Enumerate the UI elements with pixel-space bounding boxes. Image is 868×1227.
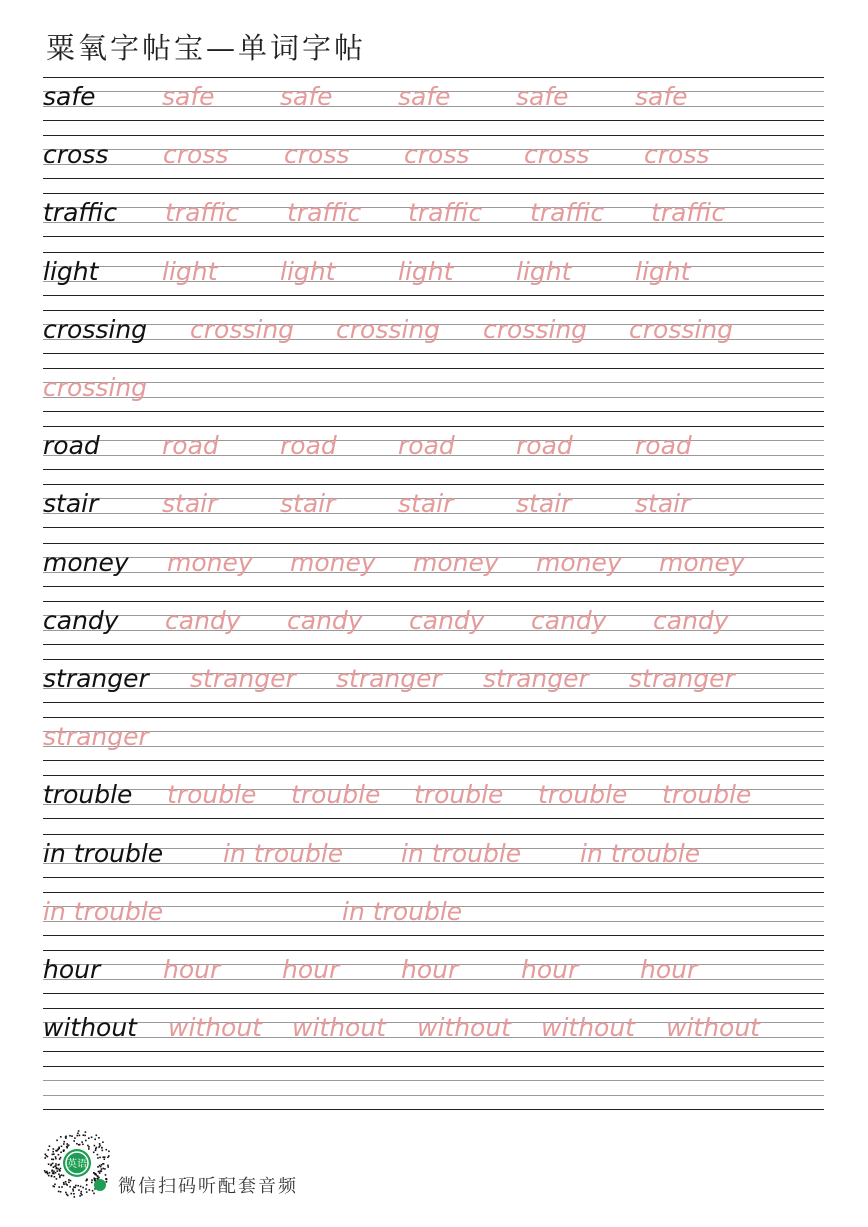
model-word: without — [43, 1013, 137, 1043]
practice-row — [43, 252, 824, 296]
ruling-line — [43, 353, 824, 354]
trace-word: candy — [165, 605, 241, 635]
footer-caption: 微信扫码听配套音频 — [118, 1176, 298, 1197]
ruling-line — [43, 818, 824, 819]
ruling-line — [43, 644, 824, 645]
practice-row — [43, 659, 824, 703]
trace-word: crossing — [336, 314, 441, 344]
ruling-line — [43, 135, 824, 136]
trace-word: in trouble — [342, 896, 463, 926]
trace-word: candy — [653, 605, 729, 635]
trace-word: road — [280, 431, 337, 461]
trace-word: stair — [280, 489, 336, 519]
ruling-line — [43, 586, 824, 587]
trace-word: road — [516, 431, 573, 461]
trace-word: cross — [284, 140, 350, 170]
practice-row — [43, 834, 824, 878]
ruling-line — [43, 295, 824, 296]
trace-word: traffic — [408, 198, 483, 228]
ruling-line — [43, 702, 824, 703]
trace-word: crossing — [629, 314, 734, 344]
practice-row — [43, 1066, 824, 1110]
trace-word: candy — [287, 605, 363, 635]
ruling-line — [43, 543, 824, 544]
trace-word: in trouble — [43, 896, 164, 926]
ruling-line — [43, 310, 824, 311]
trace-word: safe — [280, 82, 333, 111]
trace-word: money — [290, 547, 376, 577]
trace-word: stair — [398, 489, 454, 519]
model-word: stair — [43, 489, 99, 519]
practice-row — [43, 368, 824, 412]
trace-word: without — [541, 1013, 635, 1043]
trace-word: cross — [644, 140, 710, 170]
trace-word: stair — [516, 489, 572, 519]
practice-row — [43, 892, 824, 936]
practice-row — [43, 543, 824, 587]
ruling-line — [43, 834, 824, 835]
trace-word: crossing — [483, 314, 588, 344]
ruling-line — [43, 775, 824, 776]
trace-word: without — [666, 1013, 760, 1043]
trace-word: traffic — [287, 198, 362, 228]
ruling-line — [43, 411, 824, 412]
model-word: hour — [43, 955, 101, 984]
trace-word: traffic — [651, 198, 726, 228]
ruling-line — [43, 368, 824, 369]
ruling-line — [43, 950, 824, 951]
trace-word: cross — [524, 140, 590, 170]
ruling-line — [43, 178, 824, 179]
trace-word: safe — [162, 82, 215, 111]
practice-row — [43, 1008, 824, 1052]
model-word: light — [43, 256, 99, 286]
practice-row — [43, 77, 824, 121]
trace-word: hour — [401, 955, 459, 984]
ruling-line — [43, 527, 824, 528]
trace-word: safe — [398, 82, 451, 111]
ruling-line — [43, 382, 824, 383]
trace-word: hour — [521, 955, 579, 984]
practice-row — [43, 775, 824, 819]
trace-word: money — [659, 547, 745, 577]
trace-word: candy — [409, 605, 485, 635]
trace-word: light — [635, 256, 691, 286]
qr-code[interactable] — [42, 1128, 112, 1198]
ruling-line — [43, 892, 824, 893]
model-word: cross — [43, 140, 109, 170]
ruling-line — [43, 993, 824, 994]
trace-word: road — [162, 431, 219, 461]
practice-row — [43, 193, 824, 237]
ruling-line — [43, 1080, 824, 1081]
trace-word: money — [413, 547, 499, 577]
ruling-line — [43, 120, 824, 121]
trace-word: safe — [516, 82, 569, 111]
trace-word: stair — [635, 489, 691, 519]
ruling-line — [43, 469, 824, 470]
trace-word: in trouble — [223, 838, 344, 868]
trace-word: candy — [531, 605, 607, 635]
trace-word: money — [536, 547, 622, 577]
ruling-line — [43, 252, 824, 253]
trace-word: cross — [404, 140, 470, 170]
ruling-line — [43, 935, 824, 936]
practice-row — [43, 601, 824, 645]
ruling-line — [43, 1008, 824, 1009]
ruling-line — [43, 659, 824, 660]
model-word: in trouble — [43, 838, 164, 868]
ruling-line — [43, 1109, 824, 1110]
page-title: 粟氧字帖宝—单词字帖 — [46, 31, 367, 65]
trace-word: trouble — [291, 780, 381, 810]
trace-word: crossing — [190, 314, 295, 344]
trace-word: hour — [282, 955, 340, 984]
trace-word: trouble — [662, 780, 752, 810]
trace-word: money — [167, 547, 253, 577]
ruling-line — [43, 193, 824, 194]
trace-word: stranger — [629, 664, 735, 693]
ruling-line — [43, 1066, 824, 1067]
trace-word: road — [635, 431, 692, 461]
trace-word: crossing — [43, 373, 148, 402]
practice-row — [43, 950, 824, 994]
ruling-line — [43, 877, 824, 878]
model-word: traffic — [43, 198, 118, 228]
trace-word: traffic — [165, 198, 240, 228]
ruling-line — [43, 731, 824, 732]
model-word: stranger — [43, 664, 149, 693]
trace-word: light — [162, 256, 218, 286]
practice-row — [43, 135, 824, 179]
model-word: road — [43, 431, 100, 461]
trace-word: stranger — [190, 664, 296, 693]
trace-word: hour — [640, 955, 698, 984]
trace-word: stranger — [483, 664, 589, 693]
trace-word: traffic — [530, 198, 605, 228]
ruling-line — [43, 601, 824, 602]
ruling-line — [43, 77, 824, 78]
ruling-line — [43, 1095, 824, 1096]
trace-word: without — [168, 1013, 262, 1043]
trace-word: without — [292, 1013, 386, 1043]
trace-word: without — [417, 1013, 511, 1043]
practice-sheet — [43, 77, 824, 1117]
qr-badge-text: 英语 — [67, 1159, 87, 1170]
ruling-line — [43, 760, 824, 761]
trace-word: stranger — [336, 664, 442, 693]
trace-word: trouble — [167, 780, 257, 810]
ruling-line — [43, 1051, 824, 1052]
practice-row — [43, 717, 824, 761]
practice-row — [43, 426, 824, 470]
trace-word: trouble — [538, 780, 628, 810]
trace-word: in trouble — [401, 838, 522, 868]
ruling-line — [43, 426, 824, 427]
trace-word: cross — [163, 140, 229, 170]
trace-word: light — [516, 256, 572, 286]
trace-word: trouble — [414, 780, 504, 810]
model-word: trouble — [43, 780, 133, 810]
trace-word: safe — [635, 82, 688, 111]
model-word: crossing — [43, 314, 148, 344]
trace-word: stair — [162, 489, 218, 519]
ruling-line — [43, 236, 824, 237]
trace-word: in trouble — [580, 838, 701, 868]
ruling-line — [43, 717, 824, 718]
trace-word: hour — [163, 955, 221, 984]
practice-row — [43, 484, 824, 528]
ruling-line — [43, 746, 824, 747]
ruling-line — [43, 484, 824, 485]
trace-word: light — [398, 256, 454, 286]
model-word: candy — [43, 605, 119, 635]
practice-row — [43, 310, 824, 354]
trace-word: road — [398, 431, 455, 461]
ruling-line — [43, 397, 824, 398]
model-word: safe — [43, 82, 96, 111]
trace-word: light — [280, 256, 336, 286]
model-word: money — [43, 547, 129, 577]
trace-word: stranger — [43, 722, 149, 752]
